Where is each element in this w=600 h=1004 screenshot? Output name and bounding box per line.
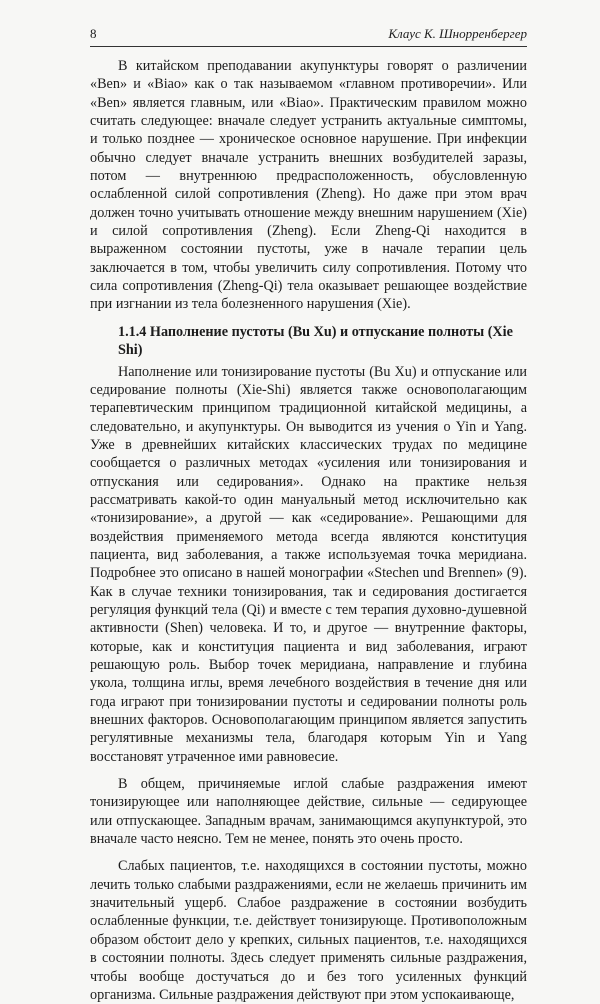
running-title: Клаус К. Шнорренбергер <box>388 26 527 41</box>
paragraph-weak-strong-stimuli: В общем, причиняемые иглой слабые раздражения имеют тонизирующее или наполняющее действие, сильные — седирующее или отпускающее. Западным врачам, занимающимся акупунктурой, это вначале часто неясно. Тем не менее, понять это очень просто. <box>90 776 527 848</box>
running-header <box>90 20 527 47</box>
paragraph-tonification: Наполнение или тонизирование пустоты (Bu Xu) и отпускание или седирование полноты (Xie-Shi) является также основополагающим терапевтическим принципом традиционной китайской медицины, а следовательно, и акупунктуры. Он выводится из учения о Yin и Yang. Уже в древнейших китайских классических трудах по медицине сообщается о различных методах «усиления или тонизирования и отпускания или седирования». Однако на практике нельзя рассматривать какой-то один мануальный метод исключительно как «тонизирование», а другой — как «седирование». Решающими для воздействия применяемого метода всегда являются конституция пациента, вид заболевания, а также используемая точка меридиана. Подробнее это описано в нашей монографии «Stechen und Brennen» (9). Как в случае техники тонизирования, так и седирования достигается регуляция функций тела (Qi) и вместе с тем терапия духовно-душевной активности (Shen) человека. И то, и другое — внутренние факторы, которые, как и конституция пациента и вид заболевания, играют решающую роль. Выбор точек меридиана, направление и глубина укола, толщина иглы, время лечебного воздействия в течение дня или года играют при тонизировании пустоты и седировании полноты роль внешних факторов. Основополагающим принципом является запустить регулятивные механизмы тела, благодаря которым Yin и Yang восстановят утраченное ими равновесие. <box>90 363 527 765</box>
paragraph-ben-biao: В китайском преподавании акупунктуры говорят о различении «Ben» и «Biao» как о так называемом «главном противоречии». Или «Ben» является главным, или «Biao». Практическим правилом можно считать следующее: вначале следует устранить актуальные симптомы, и только позднее — хроническое основное нарушение. При инфекции обычно следует вначале устранить внешних возбудителей заразы, потом — внутреннюю предрасположенность, обусловленную ослабленной силой сопротивления (Zheng). Но даже при этом врач должен точно учитывать отношение между внешним нарушением (Xie) и силой сопротивления (Zheng). Если Zheng-Qi находится в выраженном состоянии пустоты, уже в начале терапии цель заключается в том, чтобы увеличить силу сопротивления. Потому что сила сопротивления (Zheng-Qi) тела оказывает решающее воздействие при изгнании из тела болезненного нарушения (Xie). <box>90 58 527 313</box>
page-number: 8 <box>90 26 97 41</box>
section-heading: 1.1.4 Наполнение пустоты (Bu Xu) и отпускание полноты (Xie Shi) <box>118 323 513 359</box>
body-text <box>90 57 527 1004</box>
paragraph-weak-patients: Слабых пациентов, т.е. находящихся в состоянии пустоты, можно лечить только слабыми раздражениями, если не желаешь причинить им значительный ущерб. Слабое раздражение в состоянии возбудить ослабленные функции, т.е. действует тонизирующе. Противоположным образом обстоит дело у крепких, сильных пациентов, т.е. находящихся в состоянии полноты. Здесь следует применять сильные раздражения, чтобы вообще достучаться до и без того усиленных функций организма. Сильные раздражения действуют при этом успокаивающе, <box>90 858 527 1003</box>
